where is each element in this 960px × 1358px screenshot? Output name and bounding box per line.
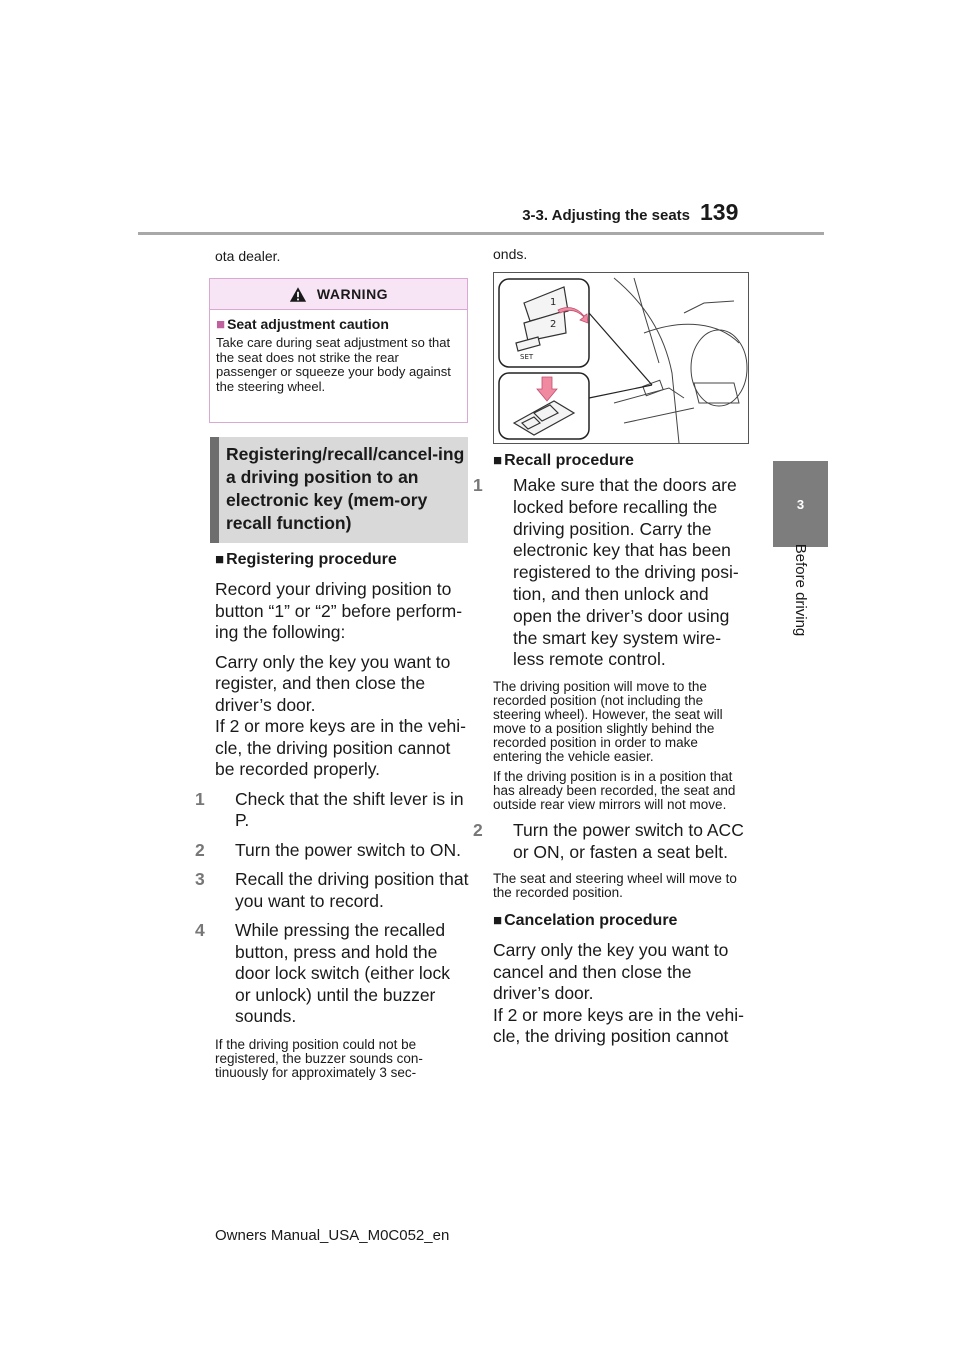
header-rule: [138, 232, 824, 235]
continuation-text-right: onds.: [493, 246, 528, 262]
registering-heading: ■ Registering procedure: [215, 551, 397, 568]
step-1: 1 Check that the shift lever is in P.: [195, 788, 464, 830]
warning-subheading: ■ Seat adjustment caution: [216, 316, 389, 333]
page-number: 139: [700, 199, 739, 225]
warning-body: Take care during seat adjustment so that the seat does not strike the rear passenger or squeeze your body against the steering wheel.: [216, 335, 451, 394]
section-heading-box: [210, 437, 468, 543]
warning-box: [209, 278, 468, 423]
recall-heading: ■ Recall procedure: [493, 452, 634, 469]
recall-note-3: The seat and steering wheel will move to the recorded position.: [493, 871, 737, 901]
recall-step-1: 1 Make sure that the doors are locked before recalling the driving position. Carry the electronic key that has been registered to the driving posi-tion, and then unlock and open the driver’s door using the smart key system wire-less remote control.: [473, 475, 739, 670]
recall-note-2: If the driving position is in a position that has already been recorded, the seat and outside rear view mirrors will not move.: [493, 769, 736, 813]
set-button-label: SET: [520, 353, 534, 361]
registering-para-3: If 2 or more keys are in the vehi-cle, the driving position cannot be recorded properly.: [215, 716, 466, 779]
cancel-para-1: Carry only the key you want to cancel and then close the driver’s door.: [493, 940, 729, 1004]
registering-para-1: Record your driving position to button “1” or “2” before perform-ing the following:: [215, 579, 463, 642]
registering-para-2: Carry only the key you want to register, and then close the driver’s door.: [215, 651, 451, 715]
chapter-tab[interactable]: 3: [773, 461, 828, 547]
memory-switch-illustration: [493, 272, 749, 444]
step-4: 4 While pressing the recalled button, press and hold the door lock switch (either lock or unlock) until the buzzer sounds.: [195, 920, 450, 1026]
heading-bar: [210, 437, 219, 543]
recall-note-1: The driving position will move to the recorded position (not including the steering wheel). However, the seat will move to a position slightly behind the recorded position in order to make entering the vehicle easier.: [493, 679, 723, 765]
recall-section: [473, 450, 748, 1048]
section-heading: Registering/recall/cancel-ing a driving position to an electronic key (mem-ory recall function): [226, 444, 465, 533]
cancel-heading: ■ Cancelation procedure: [493, 912, 678, 930]
section-title: 3-3. Adjusting the seats: [522, 207, 690, 224]
continuation-text: ota dealer.: [215, 248, 281, 264]
cancel-para-2: If 2 or more keys are in the vehi-cle, the driving position cannot: [493, 1004, 744, 1047]
step-3: 3 Recall the driving position that you want to record.: [195, 869, 469, 911]
seat-memory-figure: [494, 273, 748, 443]
button-2-label: 2: [550, 319, 557, 330]
recall-step-2: 2 Turn the power switch to ACC or ON, or fasten a seat belt.: [473, 820, 744, 862]
warning-icon: [289, 286, 307, 303]
chapter-label: Before driving: [792, 543, 809, 637]
step-2: 2 Turn the power switch to ON.: [195, 839, 461, 860]
registering-note: If the driving position could not be registered, the buzzer sounds con-tinuously for approximately 3 sec-: [215, 1036, 423, 1080]
footer-manual-id: Owners Manual_USA_M0C052_en: [215, 1227, 450, 1244]
button-1-label: 1: [550, 297, 557, 308]
warning-title: WARNING: [316, 286, 389, 302]
registering-section: [195, 549, 470, 1080]
warning-header: [210, 279, 467, 310]
